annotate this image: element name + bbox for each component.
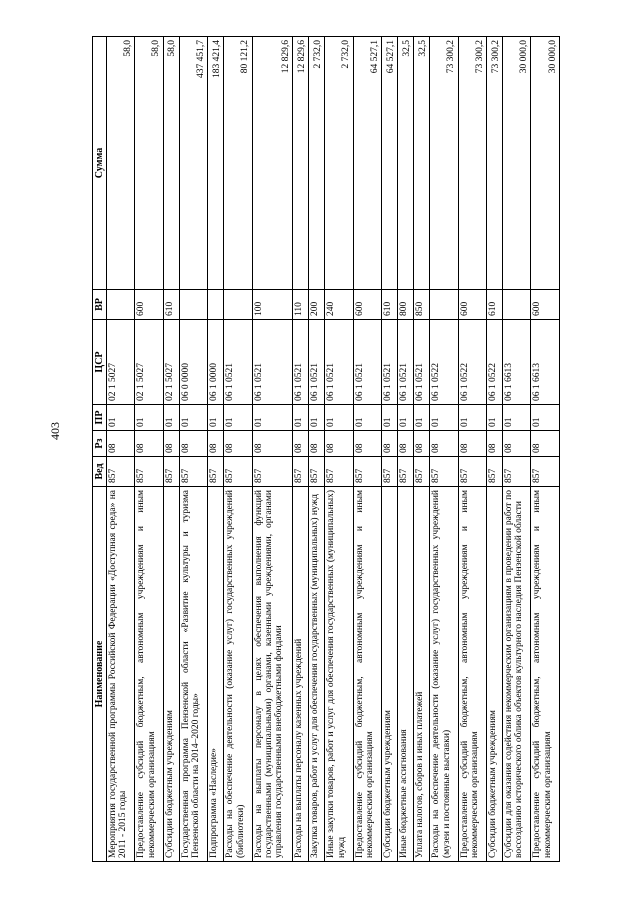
cell-csr: 06 1 6613	[502, 320, 530, 405]
table-row	[179, 37, 207, 862]
cell-name: Предоставление субсидий бюджетным, автономным учреждениям и иным некоммерческим организациям	[135, 487, 163, 862]
cell-name: Мероприятия государственной программы Российской Федерации «Доступная среда» на 2011 - 2015 годы	[107, 487, 135, 862]
cell-sum: 58,0	[135, 37, 163, 290]
cell-ved: 857	[163, 457, 179, 487]
cell-rz: 08	[163, 431, 179, 457]
cell-pr: 01	[398, 405, 414, 431]
cell-vr: 610	[163, 290, 179, 320]
cell-sum: 12 829,6	[252, 37, 293, 290]
table-row	[252, 37, 293, 862]
cell-vr: 110	[293, 290, 309, 320]
cell-rz: 08	[458, 431, 486, 457]
cell-pr: 01	[502, 405, 530, 431]
cell-vr	[430, 290, 458, 320]
cell-name: Уплата налогов, сборов и иных платежей	[414, 487, 430, 862]
cell-ved: 857	[353, 457, 381, 487]
header-ved: Вед	[93, 457, 107, 487]
cell-name: Расходы на выплаты персоналу казенных учреждений	[293, 487, 309, 862]
cell-vr	[502, 290, 530, 320]
cell-csr: 06 1 0521	[398, 320, 414, 405]
cell-name: Предоставление субсидий бюджетным, автономным учреждениям и иным некоммерческим организациям	[353, 487, 381, 862]
table-row	[107, 37, 135, 862]
table-row	[309, 37, 325, 862]
table-row	[208, 37, 224, 862]
cell-vr: 240	[325, 290, 353, 320]
cell-vr: 100	[252, 290, 293, 320]
header-pr: ПР	[93, 405, 107, 431]
cell-vr	[107, 290, 135, 320]
cell-sum: 32,5	[398, 37, 414, 290]
cell-vr	[208, 290, 224, 320]
table-row	[163, 37, 179, 862]
cell-sum: 73 300,2	[458, 37, 486, 290]
cell-csr: 06 0 0000	[179, 320, 207, 405]
cell-pr: 01	[325, 405, 353, 431]
cell-ved: 857	[309, 457, 325, 487]
cell-vr: 600	[458, 290, 486, 320]
cell-pr: 01	[458, 405, 486, 431]
table-row	[502, 37, 530, 862]
cell-ved: 857	[208, 457, 224, 487]
cell-csr: 06 1 0521	[414, 320, 430, 405]
cell-csr: 06 1 0000	[208, 320, 224, 405]
cell-ved: 857	[325, 457, 353, 487]
cell-name: Субсидии бюджетным учреждениям	[163, 487, 179, 862]
cell-rz: 08	[208, 431, 224, 457]
cell-sum: 30 000,0	[531, 37, 560, 290]
cell-csr: 02 1 5027	[163, 320, 179, 405]
table-row	[398, 37, 414, 862]
cell-vr	[179, 290, 207, 320]
cell-rz: 08	[325, 431, 353, 457]
cell-csr: 06 1 0522	[458, 320, 486, 405]
cell-name: Расходы на обеспечение деятельности (оказание услуг) государственных учреждений (музеи и постоянные выставки)	[430, 487, 458, 862]
cell-ved: 857	[414, 457, 430, 487]
cell-pr: 01	[531, 405, 560, 431]
cell-vr: 600	[353, 290, 381, 320]
cell-pr: 01	[414, 405, 430, 431]
cell-sum: 73 300,2	[486, 37, 502, 290]
cell-name: Государственная программа Пензенской области «Развитие культуры и туризма Пензенской области на 2014–2020 годы»	[179, 487, 207, 862]
cell-ved: 857	[398, 457, 414, 487]
header-rz: Рз	[93, 431, 107, 457]
cell-rz: 08	[486, 431, 502, 457]
cell-sum: 12 829,6	[293, 37, 309, 290]
table-row	[353, 37, 381, 862]
rotated-table-container	[92, 37, 560, 862]
cell-rz: 08	[531, 431, 560, 457]
cell-vr: 600	[135, 290, 163, 320]
cell-vr: 200	[309, 290, 325, 320]
cell-sum: 73 300,2	[430, 37, 458, 290]
table-row	[293, 37, 309, 862]
cell-ved: 857	[135, 457, 163, 487]
table-header-row	[93, 37, 107, 862]
cell-csr: 06 1 0521	[325, 320, 353, 405]
table-row	[414, 37, 430, 862]
table-row	[531, 37, 560, 862]
cell-rz: 08	[430, 431, 458, 457]
cell-csr: 06 1 0521	[293, 320, 309, 405]
cell-pr: 01	[309, 405, 325, 431]
cell-vr: 800	[398, 290, 414, 320]
cell-pr: 01	[486, 405, 502, 431]
cell-name: Расходы на выплаты персоналу в целях обеспечения выполнения функций государственными (муниципальными) органами, казенными учреждениями, органами управления государственными внебюджетными фондами	[252, 487, 293, 862]
cell-vr: 850	[414, 290, 430, 320]
cell-pr: 01	[224, 405, 252, 431]
cell-ved: 857	[224, 457, 252, 487]
cell-pr: 01	[430, 405, 458, 431]
cell-csr: 06 1 0521	[353, 320, 381, 405]
header-sum: Сумма	[93, 37, 107, 290]
cell-rz: 08	[414, 431, 430, 457]
cell-sum: 32,5	[414, 37, 430, 290]
cell-pr: 01	[163, 405, 179, 431]
cell-pr: 01	[208, 405, 224, 431]
table-row	[224, 37, 252, 862]
cell-ved: 857	[531, 457, 560, 487]
table-row	[430, 37, 458, 862]
cell-ved: 857	[252, 457, 293, 487]
cell-sum: 183 421,4	[208, 37, 224, 290]
cell-ved: 857	[179, 457, 207, 487]
cell-pr: 01	[179, 405, 207, 431]
cell-pr: 01	[353, 405, 381, 431]
cell-csr: 06 1 0521	[309, 320, 325, 405]
cell-rz: 08	[382, 431, 398, 457]
cell-sum: 2 732,0	[309, 37, 325, 290]
cell-ved: 857	[293, 457, 309, 487]
cell-pr: 01	[293, 405, 309, 431]
cell-name: Субсидии бюджетным учреждениям	[486, 487, 502, 862]
cell-csr: 02 1 5027	[107, 320, 135, 405]
cell-csr: 06 1 6613	[531, 320, 560, 405]
table-row	[325, 37, 353, 862]
cell-pr: 01	[382, 405, 398, 431]
cell-ved: 857	[430, 457, 458, 487]
cell-sum: 80 121,2	[224, 37, 252, 290]
cell-rz: 08	[179, 431, 207, 457]
cell-name: Расходы на обеспечение деятельности (оказание услуг) государственных учреждений (библиотеки)	[224, 487, 252, 862]
cell-pr: 01	[135, 405, 163, 431]
cell-ved: 857	[502, 457, 530, 487]
header-vr: ВР	[93, 290, 107, 320]
header-name: Наименование	[93, 487, 107, 862]
table-row	[486, 37, 502, 862]
cell-rz: 08	[135, 431, 163, 457]
cell-rz: 08	[353, 431, 381, 457]
cell-rz: 08	[398, 431, 414, 457]
table-row	[382, 37, 398, 862]
cell-rz: 08	[107, 431, 135, 457]
cell-rz: 08	[502, 431, 530, 457]
cell-vr: 610	[382, 290, 398, 320]
cell-csr: 06 1 0521	[252, 320, 293, 405]
cell-name: Субсидии бюджетным учреждениям	[382, 487, 398, 862]
cell-rz: 08	[224, 431, 252, 457]
cell-sum: 64 527,1	[353, 37, 381, 290]
cell-vr: 610	[486, 290, 502, 320]
cell-name: Иные бюджетные ассигнования	[398, 487, 414, 862]
cell-ved: 857	[458, 457, 486, 487]
cell-ved: 857	[382, 457, 398, 487]
cell-csr: 06 1 0522	[430, 320, 458, 405]
cell-sum: 58,0	[163, 37, 179, 290]
cell-sum: 2 732,0	[325, 37, 353, 290]
header-csr: ЦСР	[93, 320, 107, 405]
cell-ved: 857	[486, 457, 502, 487]
cell-sum: 58,0	[107, 37, 135, 290]
cell-rz: 08	[252, 431, 293, 457]
cell-ved: 857	[107, 457, 135, 487]
table-row	[458, 37, 486, 862]
cell-sum: 30 000,0	[502, 37, 530, 290]
cell-pr: 01	[252, 405, 293, 431]
cell-name: Иные закупки товаров, работ и услуг для обеспечения государственных (муниципальных) нужд	[325, 487, 353, 862]
cell-csr: 06 1 0521	[382, 320, 398, 405]
cell-sum: 437 451,7	[179, 37, 207, 290]
cell-csr: 02 1 5027	[135, 320, 163, 405]
cell-csr: 06 1 0521	[224, 320, 252, 405]
cell-name: Подпрограмма «Наследие»	[208, 487, 224, 862]
cell-rz: 08	[293, 431, 309, 457]
cell-name: Предоставление субсидий бюджетным, автономным учреждениям и иным некоммерческим организациям	[531, 487, 560, 862]
cell-name: Закупка товаров, работ и услуг для обеспечения государственных (муниципальных) нужд	[309, 487, 325, 862]
cell-sum: 64 527,1	[382, 37, 398, 290]
table-row	[135, 37, 163, 862]
cell-pr: 01	[107, 405, 135, 431]
cell-name: Субсидии для оказания содействия некоммерческим организациям в проведении работ по воссозданию исторического облика объектов культурного наследия Пензенской области	[502, 487, 530, 862]
cell-vr	[224, 290, 252, 320]
cell-name: Предоставление субсидий бюджетным, автономным учреждениям и иным некоммерческим организациям	[458, 487, 486, 862]
table-body	[107, 37, 560, 862]
cell-csr: 06 1 0522	[486, 320, 502, 405]
cell-rz: 08	[309, 431, 325, 457]
cell-vr: 600	[531, 290, 560, 320]
page-number: 403	[48, 422, 62, 440]
budget-table	[92, 36, 560, 862]
